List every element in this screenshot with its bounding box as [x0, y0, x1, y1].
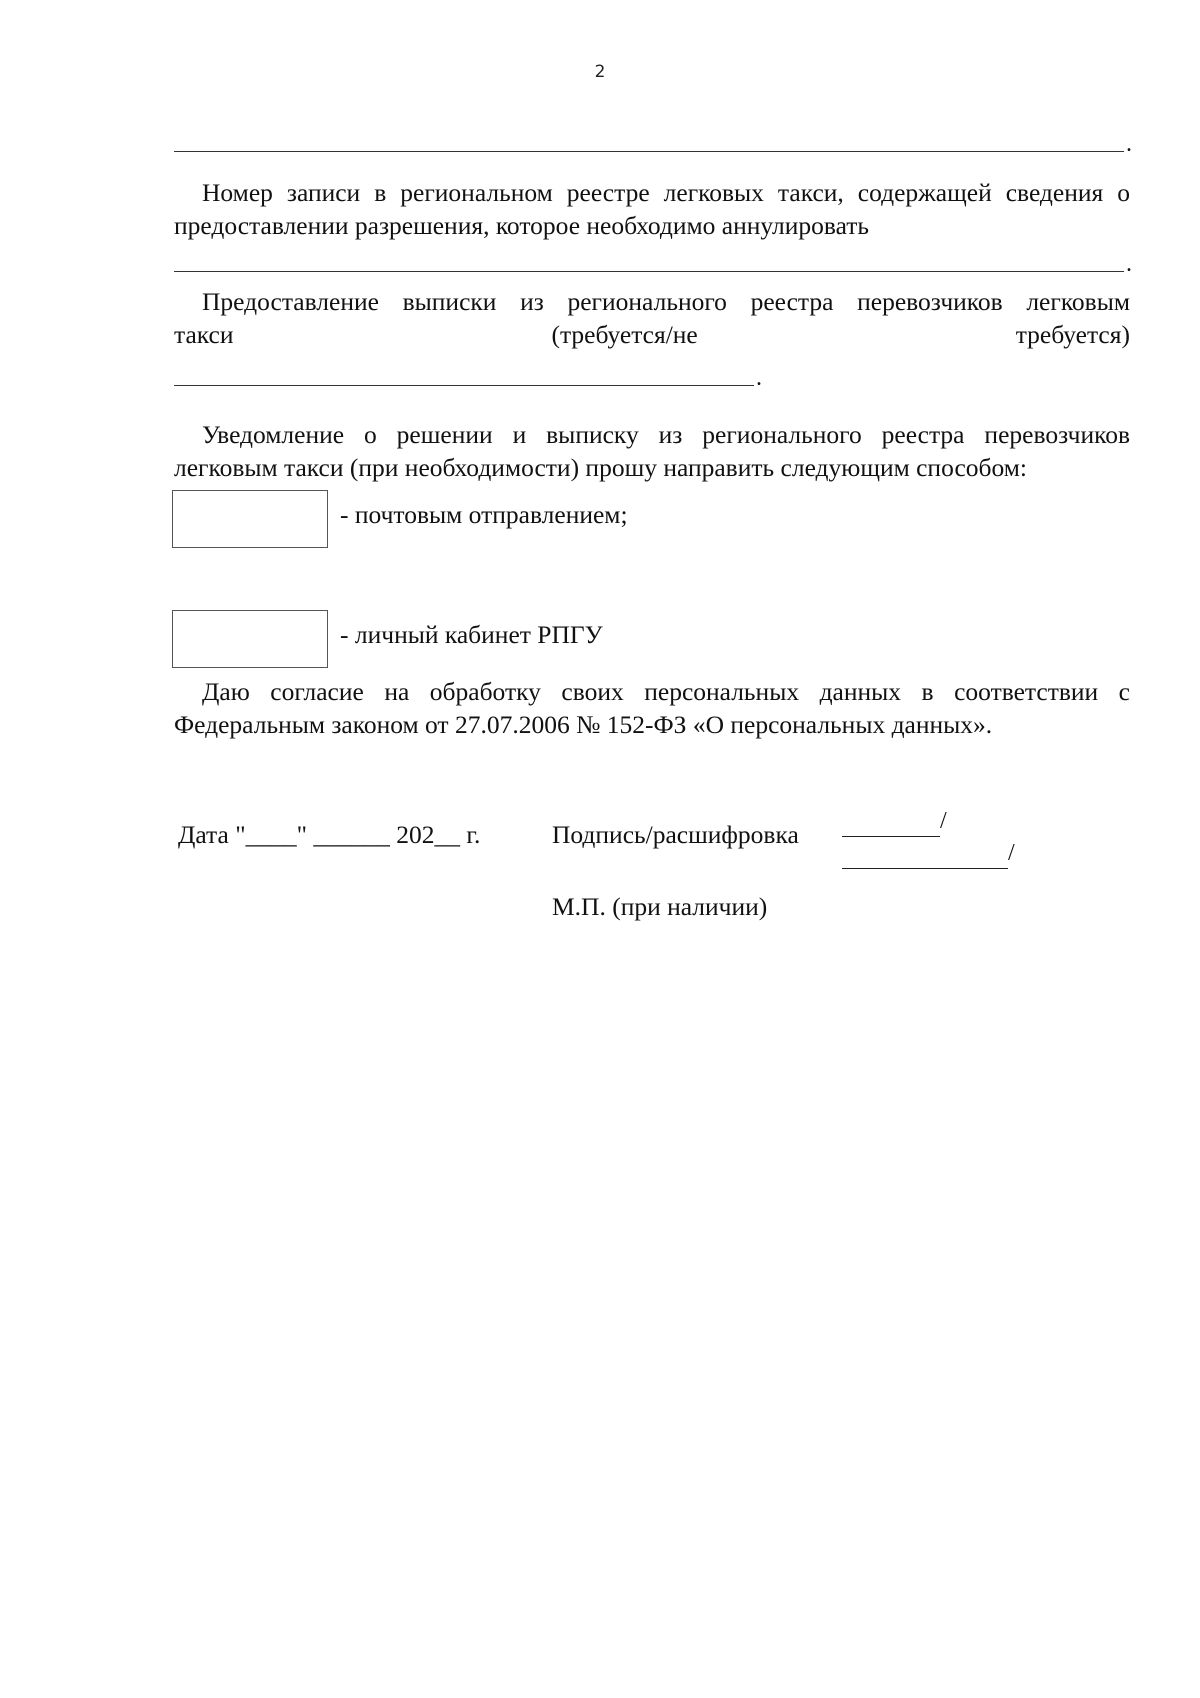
signature-slash: /	[940, 808, 947, 834]
fill-line-extract[interactable]	[174, 356, 764, 391]
extract-word-required-not: (требуется/не	[551, 320, 698, 349]
consent-text: Даю согласие на обработку своих персональных данных в соответствии с Федеральным законом от 27.07.2006 № 152-ФЗ «О персональных данных».	[174, 677, 1130, 739]
underline	[174, 271, 1124, 272]
notification-text: Уведомление о решении и выписку из регионального реестра перевозчиков легковым такси (при необходимости) прошу направить следующим способом:	[174, 420, 1130, 482]
fill-line-top[interactable]	[174, 122, 1132, 157]
page-number: 2	[594, 62, 606, 82]
consent-paragraph	[174, 675, 1130, 741]
option-rpgu-label: - личный кабинет РПГУ	[340, 620, 603, 649]
underline	[174, 151, 1124, 152]
line-end-dot: .	[1126, 251, 1132, 277]
checkbox-rpgu-cabinet[interactable]	[172, 610, 328, 668]
line-end-dot: .	[1126, 131, 1132, 157]
option-postal-label: - почтовым отправлением;	[340, 500, 628, 529]
checkbox-postal[interactable]	[172, 490, 328, 548]
fill-line-record-number[interactable]	[174, 242, 1132, 277]
date-field[interactable]: Дата "____" ______ 202__ г.	[178, 820, 481, 849]
notification-paragraph	[174, 418, 1130, 484]
extract-paragraph	[174, 285, 1130, 351]
record-number-text: Номер записи в региональном реестре легковых такси, содержащей сведения о предоставлении разрешения, которое необходимо аннулировать	[174, 178, 1130, 240]
extract-word-required: требуется)	[1015, 320, 1130, 349]
signature-label: Подпись/расшифровка	[552, 820, 799, 849]
underline	[174, 385, 754, 386]
extract-line1: Предоставление выписки из регионального реестра перевозчиков легковым	[202, 287, 1130, 316]
line-end-dot: .	[756, 365, 762, 391]
record-number-paragraph	[174, 176, 1130, 242]
signature-decode-line[interactable]	[842, 868, 1008, 869]
signature-decode-slash: /	[1008, 840, 1015, 866]
signature-line[interactable]	[842, 836, 940, 837]
stamp-note: М.П. (при наличии)	[552, 892, 768, 921]
extract-word-taxi: такси	[174, 320, 234, 349]
